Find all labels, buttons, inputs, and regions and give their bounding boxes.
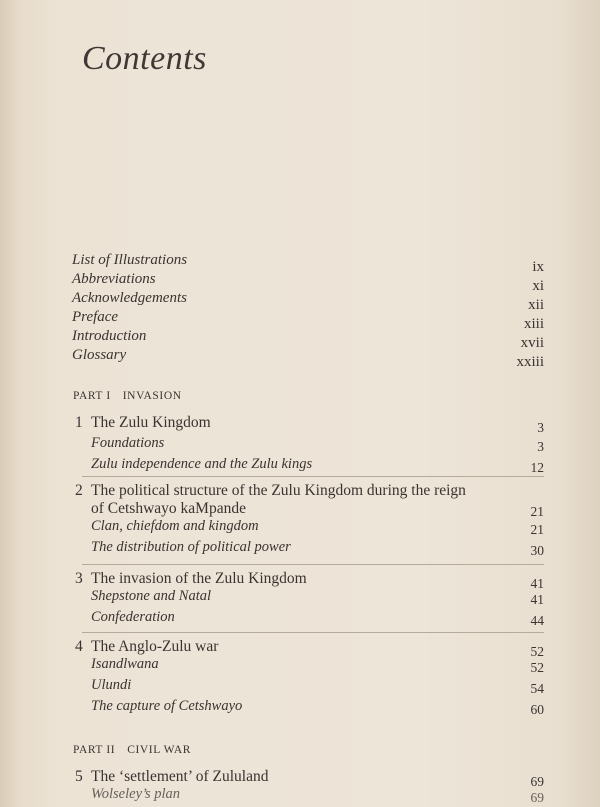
chapter-number: 3 bbox=[75, 570, 83, 587]
part-name: CIVIL WAR bbox=[127, 744, 192, 756]
front-matter-label: Introduction bbox=[72, 328, 147, 344]
section-page: 54 bbox=[530, 681, 544, 696]
section-title: Ulundi bbox=[91, 677, 132, 693]
section-title: Shepstone and Natal bbox=[91, 588, 212, 604]
section-page: 12 bbox=[530, 460, 544, 475]
section-page: 52 bbox=[530, 660, 544, 675]
chapter-title: The Zulu Kingdom bbox=[91, 414, 211, 431]
front-matter-item bbox=[72, 347, 544, 370]
chapter-title-continued: of Cetshwayo kaMpande bbox=[91, 500, 246, 517]
chapter-number: 5 bbox=[75, 768, 83, 785]
section-title: Confederation bbox=[91, 609, 175, 625]
chapter-page: 41 bbox=[530, 576, 544, 591]
chapter-number: 1 bbox=[75, 414, 83, 431]
divider bbox=[82, 632, 544, 633]
chapter-heading bbox=[75, 570, 544, 591]
chapter-title: The Anglo-Zulu war bbox=[91, 638, 219, 655]
divider bbox=[82, 564, 544, 565]
section-title: Clan, chiefdom and kingdom bbox=[91, 518, 259, 534]
section-title: Wolseley’s plan bbox=[91, 786, 181, 802]
front-matter-label: Preface bbox=[72, 309, 119, 325]
front-matter-page: ix bbox=[532, 259, 544, 275]
chapter-heading bbox=[75, 638, 544, 659]
section-page: 21 bbox=[530, 522, 544, 537]
part-heading bbox=[73, 390, 182, 402]
front-matter-label: Glossary bbox=[72, 347, 127, 363]
chapter-entry bbox=[75, 638, 544, 719]
front-matter-item bbox=[72, 271, 544, 294]
chapter-heading bbox=[75, 768, 544, 789]
section-title: Zulu independence and the Zulu kings bbox=[91, 456, 313, 472]
front-matter-page: xvii bbox=[520, 335, 544, 351]
part-name: INVASION bbox=[122, 390, 182, 402]
section-entry bbox=[75, 677, 544, 698]
section-page: 30 bbox=[530, 543, 544, 558]
front-matter-page: xiii bbox=[523, 316, 544, 332]
chapter-heading bbox=[75, 482, 544, 500]
section-page: 3 bbox=[537, 439, 544, 454]
chapter-entry bbox=[75, 414, 544, 477]
page-title: Contents bbox=[82, 40, 207, 77]
front-matter-label: Acknowledgements bbox=[72, 290, 187, 306]
chapter-entry bbox=[75, 768, 544, 807]
section-entry bbox=[75, 435, 544, 456]
part-heading bbox=[73, 744, 191, 756]
front-matter-page: xxiii bbox=[516, 354, 544, 370]
chapter-page: 21 bbox=[530, 504, 544, 519]
chapter-entry bbox=[75, 482, 544, 560]
section-entry bbox=[75, 609, 544, 630]
chapter-page: 52 bbox=[530, 644, 544, 659]
chapter-page: 69 bbox=[530, 774, 544, 789]
section-entry bbox=[75, 698, 544, 719]
front-matter-item bbox=[72, 290, 544, 313]
section-entry bbox=[75, 456, 544, 477]
chapter-title: The invasion of the Zulu Kingdom bbox=[91, 570, 307, 587]
chapter-title: The political structure of the Zulu Kingdom during the reign bbox=[91, 482, 466, 499]
front-matter-item bbox=[72, 309, 544, 332]
section-title: The capture of Cetshwayo bbox=[91, 698, 243, 714]
section-title: The distribution of political power bbox=[91, 539, 291, 555]
section-entry bbox=[75, 786, 544, 807]
part-label: PART II bbox=[73, 744, 116, 756]
front-matter-list bbox=[72, 252, 544, 370]
front-matter-label: Abbreviations bbox=[72, 271, 156, 287]
section-entry bbox=[75, 518, 544, 539]
section-page: 60 bbox=[530, 702, 544, 717]
chapter-heading bbox=[75, 414, 544, 435]
section-title: Isandlwana bbox=[91, 656, 159, 672]
front-matter-item bbox=[72, 328, 544, 351]
front-matter-page: xii bbox=[528, 297, 544, 313]
front-matter-page: xi bbox=[532, 278, 544, 294]
section-entry bbox=[75, 588, 544, 609]
section-page: 69 bbox=[530, 790, 544, 805]
chapter-page: 3 bbox=[537, 420, 544, 435]
section-page: 44 bbox=[530, 613, 544, 628]
section-entry bbox=[75, 539, 544, 560]
chapter-number: 4 bbox=[75, 638, 83, 655]
divider bbox=[82, 476, 544, 477]
section-page: 41 bbox=[530, 592, 544, 607]
chapter-entry bbox=[75, 570, 544, 630]
section-entry bbox=[75, 656, 544, 677]
section-title: Foundations bbox=[91, 435, 165, 451]
part-label: PART I bbox=[73, 390, 111, 402]
chapter-title: The ‘settlement’ of Zululand bbox=[91, 768, 269, 785]
front-matter-label: List of Illustrations bbox=[72, 252, 188, 268]
front-matter-item bbox=[72, 252, 544, 275]
chapter-number: 2 bbox=[75, 482, 83, 499]
